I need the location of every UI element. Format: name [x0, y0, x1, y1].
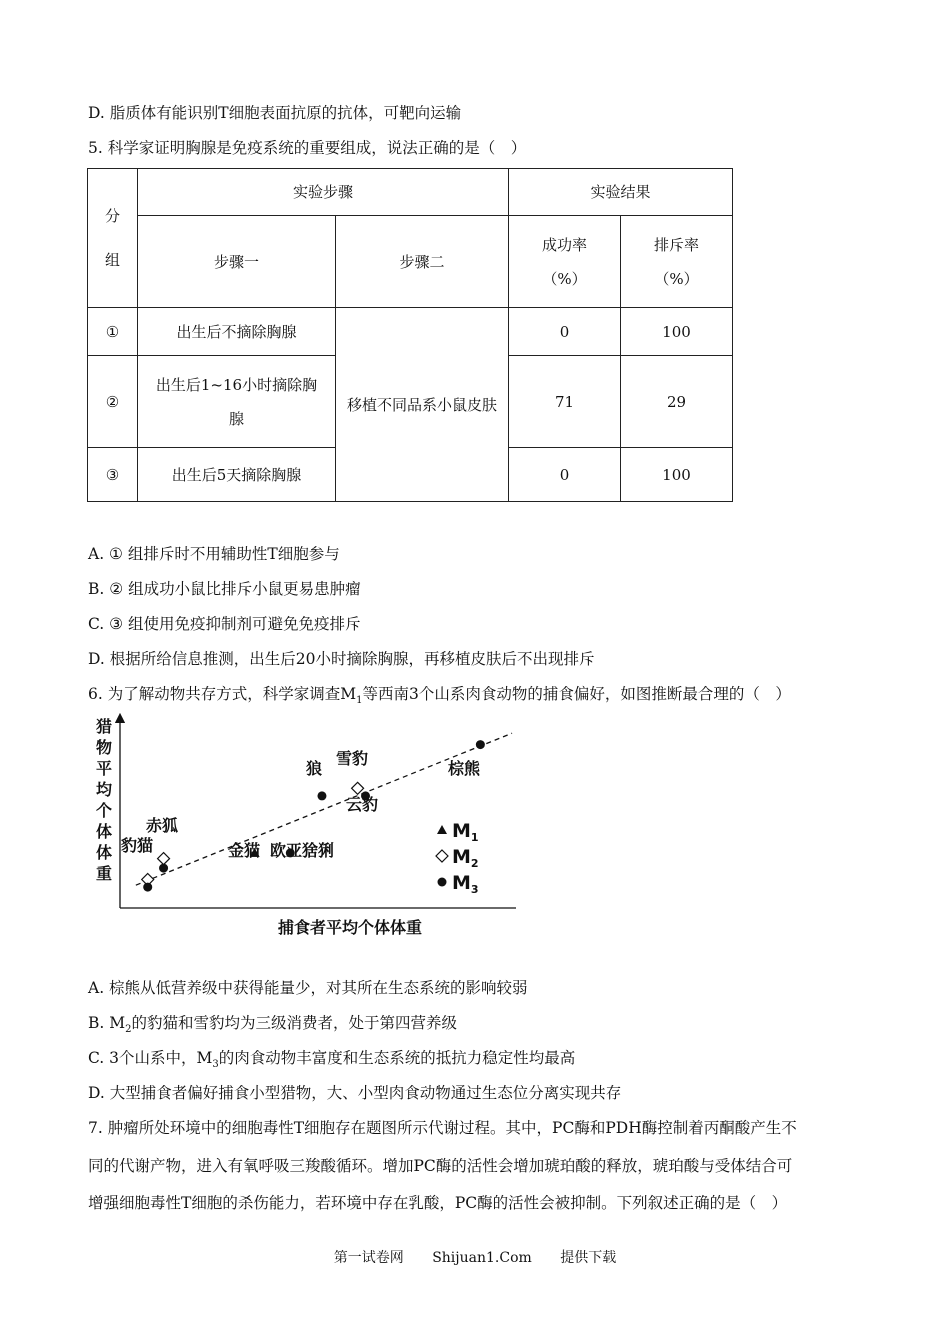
- legend-entry-label: $M_3$: [452, 872, 479, 896]
- data-point-m3: [143, 883, 152, 892]
- legend-entry-label: $M_2$: [452, 846, 479, 870]
- row-step1: 出生后1~16小时摘除胸腺: [138, 356, 336, 448]
- label-wolf: 狼: [306, 759, 323, 778]
- label-red-fox: 赤狐: [146, 816, 179, 835]
- q6-option-a: A. 棕熊从低营养级中获得能量少，对其所在生态系统的影响较弱: [88, 979, 528, 997]
- footer-domain: Shijuan1.Com: [432, 1250, 532, 1266]
- table-row: [88, 308, 733, 356]
- q6-stem: 6. 为了解动物共存方式，科学家调查$M_1$等西南3个山系肉食动物的捕食偏好，如图推断最合理的（ ）: [88, 685, 791, 707]
- y-axis-label-char: 均: [96, 780, 113, 799]
- y-axis-label-char: 重: [96, 864, 113, 883]
- footer-note: 提供下载: [560, 1250, 617, 1266]
- row-group: ③: [88, 448, 138, 502]
- legend-marker-triangle: [437, 825, 447, 834]
- row-group: ①: [88, 308, 138, 356]
- header-step1: 步骤一: [138, 216, 336, 308]
- legend-marker-diamond: [436, 850, 448, 862]
- q5-option-c: C. ③ 组使用免疫抑制剂可避免免疫排斥: [88, 615, 361, 633]
- label-eurasian-lynx: 欧亚猞猁: [270, 841, 335, 860]
- header-reject-label: 排斥率: [653, 235, 699, 254]
- label-brown-bear: 棕熊: [448, 759, 481, 778]
- y-axis-label-char: 平: [96, 759, 113, 778]
- row-success: 0: [509, 308, 621, 356]
- data-point-m2: [352, 782, 364, 794]
- label-snow-leopard: 雪豹: [336, 749, 369, 768]
- q6-option-d: D. 大型捕食者偏好捕食小型猎物，大、小型肉食动物通过生态位分离实现共存: [88, 1084, 622, 1102]
- row-step2-shared: 移植不同品系小鼠皮肤: [336, 308, 509, 502]
- row-step1: 出生后不摘除胸腺: [138, 308, 336, 356]
- row-reject: 100: [621, 308, 733, 356]
- q5-option-b: B. ② 组成功小鼠比排斥小鼠更易患肿瘤: [88, 580, 361, 598]
- q5-stem: 5. 科学家证明胸腺是免疫系统的重要组成，说法正确的是（ ）: [88, 139, 527, 157]
- q7-line-2: 同的代谢产物，进入有氧呼吸三羧酸循环。增加PC酶的活性会增加琥珀酸的释放，琥珀酸与受体结合可: [88, 1157, 793, 1175]
- x-axis-label: 捕食者平均个体体重: [277, 918, 423, 937]
- legend-marker-circle: [438, 878, 447, 887]
- header-reject: [621, 216, 733, 308]
- predation-scatter-chart: [88, 712, 528, 942]
- data-point-m3: [476, 740, 485, 749]
- row-step1: 出生后5天摘除胸腺: [138, 448, 336, 502]
- q7-line-3: 增强细胞毒性T细胞的杀伤能力，若环境中存在乳酸，PC酶的活性会被抑制。下列叙述正确的是（ ）: [88, 1194, 788, 1212]
- row-success: 71: [509, 356, 621, 448]
- row-group: ②: [88, 356, 138, 448]
- row-success: 0: [509, 448, 621, 502]
- header-success-label: 成功率: [541, 235, 587, 254]
- q5-option-d: D. 根据所给信息推测，出生后20小时摘除胸腺，再移植皮肤后不出现排斥: [88, 650, 595, 668]
- legend-entry-subscript: 1: [470, 831, 479, 844]
- header-steps: 实验步骤: [138, 169, 509, 216]
- y-axis-label-char: 体: [96, 822, 113, 841]
- header-success-unit: （%）: [542, 269, 587, 288]
- y-axis-label-char: 个: [96, 801, 113, 820]
- page-footer: [0, 1247, 950, 1267]
- label-leopard-cat: 豹猫: [121, 836, 154, 855]
- legend-entry-label: $M_1$: [452, 820, 479, 844]
- legend-entry-subscript: 3: [470, 883, 479, 896]
- y-axis-label: [95, 717, 112, 883]
- header-step2: 步骤二: [336, 216, 509, 308]
- row-reject: 29: [621, 356, 733, 448]
- header-results: 实验结果: [509, 169, 733, 216]
- row-reject: 100: [621, 448, 733, 502]
- footer-site: 第一试卷网: [333, 1250, 404, 1266]
- data-point-m3: [317, 791, 326, 800]
- q4-option-d: D. 脂质体有能识别T细胞表面抗原的抗体，可靶向运输: [88, 104, 462, 122]
- y-axis-label-char: 体: [96, 843, 113, 862]
- header-success: [509, 216, 621, 308]
- label-clouded-leopard: 云豹: [346, 795, 379, 814]
- q7-line-1: 7. 肿瘤所处环境中的细胞毒性T细胞存在题图所示代谢过程。其中，PC酶和PDH酶控制着丙酮酸产生不: [88, 1119, 797, 1137]
- q6-option-c: C. 3个山系中，$M_3$的肉食动物丰富度和生态系统的抵抗力稳定性均最高: [88, 1049, 576, 1071]
- q6-option-b: B. $M_2$的豹猫和雪豹均为三级消费者，处于第四营养级: [88, 1014, 458, 1036]
- header-group: 分组: [88, 169, 138, 308]
- y-axis-label-char: 猎: [96, 717, 113, 736]
- experiment-table: [87, 168, 733, 502]
- legend-entry-subscript: 2: [470, 857, 479, 870]
- annotations: [121, 749, 481, 860]
- q5-option-a: A. ① 组排斥时不用辅助性T细胞参与: [88, 545, 340, 563]
- data-point-m2: [158, 853, 170, 865]
- chart-legend: [436, 820, 479, 896]
- header-reject-unit: （%）: [654, 269, 699, 288]
- y-axis-label-char: 物: [96, 738, 113, 757]
- label-golden-cat: 金猫: [228, 841, 261, 860]
